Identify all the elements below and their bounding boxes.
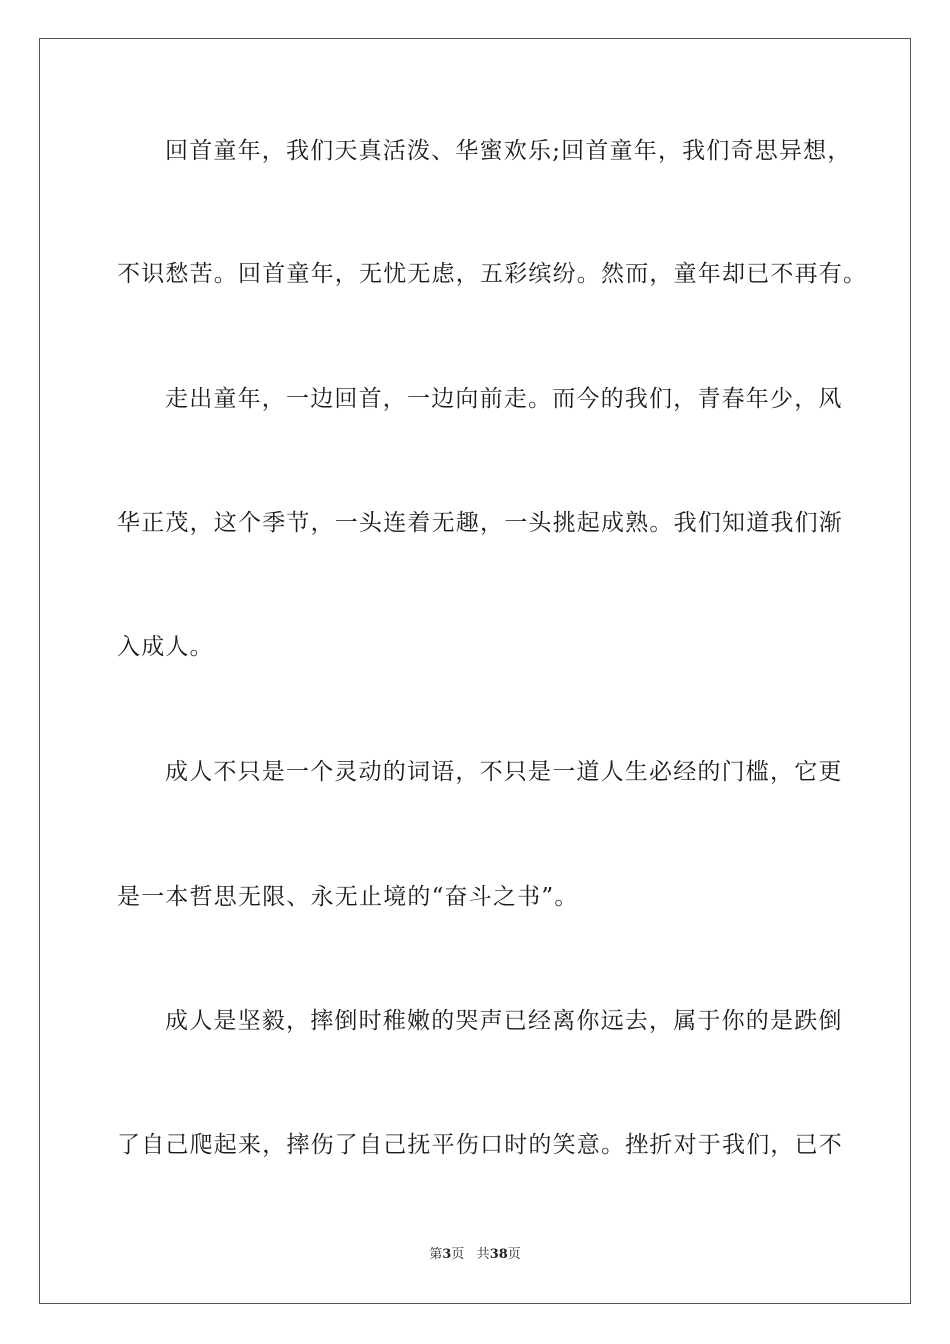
paragraph-3-line-1: 成人不只是一个灵动的词语，不只是一道人生必经的门槛，它更 — [165, 759, 843, 785]
page-prefix: 第 — [429, 1247, 443, 1262]
page-footer — [0, 1246, 950, 1264]
paragraph-2-line-2: 华正茂，这个季节，一头连着无趣，一头挑起成熟。我们知道我们渐 — [117, 510, 843, 536]
total-prefix: 共 — [476, 1247, 490, 1262]
page-suffix: 页 — [451, 1247, 465, 1262]
paragraph-1-line-2: 不识愁苦。回首童年，无忧无虑，五彩缤纷。然而，童年却已不再有。 — [117, 261, 868, 287]
total-pages: 38 — [489, 1247, 508, 1262]
paragraph-4-line-1: 成人是坚毅，摔倒时稚嫩的哭声已经离你远去，属于你的是跌倒 — [165, 1008, 843, 1034]
page-number: 3 — [442, 1247, 452, 1262]
paragraph-2-line-3: 入成人。 — [117, 634, 214, 660]
paragraph-3-line-2: 是一本哲思无限、永无止境的“奋斗之书”。 — [117, 884, 579, 910]
paragraph-2-line-1: 走出童年，一边回首，一边向前走。而今的我们，青春年少，风 — [165, 386, 843, 412]
paragraph-4-line-2: 了自己爬起来，摔伤了自己抚平伤口时的笑意。挫折对于我们，已不 — [117, 1132, 843, 1158]
paragraph-1-line-1: 回首童年，我们天真活泼、华蜜欢乐;回首童年，我们奇思异想， — [165, 138, 852, 164]
total-suffix: 页 — [507, 1247, 521, 1262]
page-frame — [39, 38, 911, 1304]
